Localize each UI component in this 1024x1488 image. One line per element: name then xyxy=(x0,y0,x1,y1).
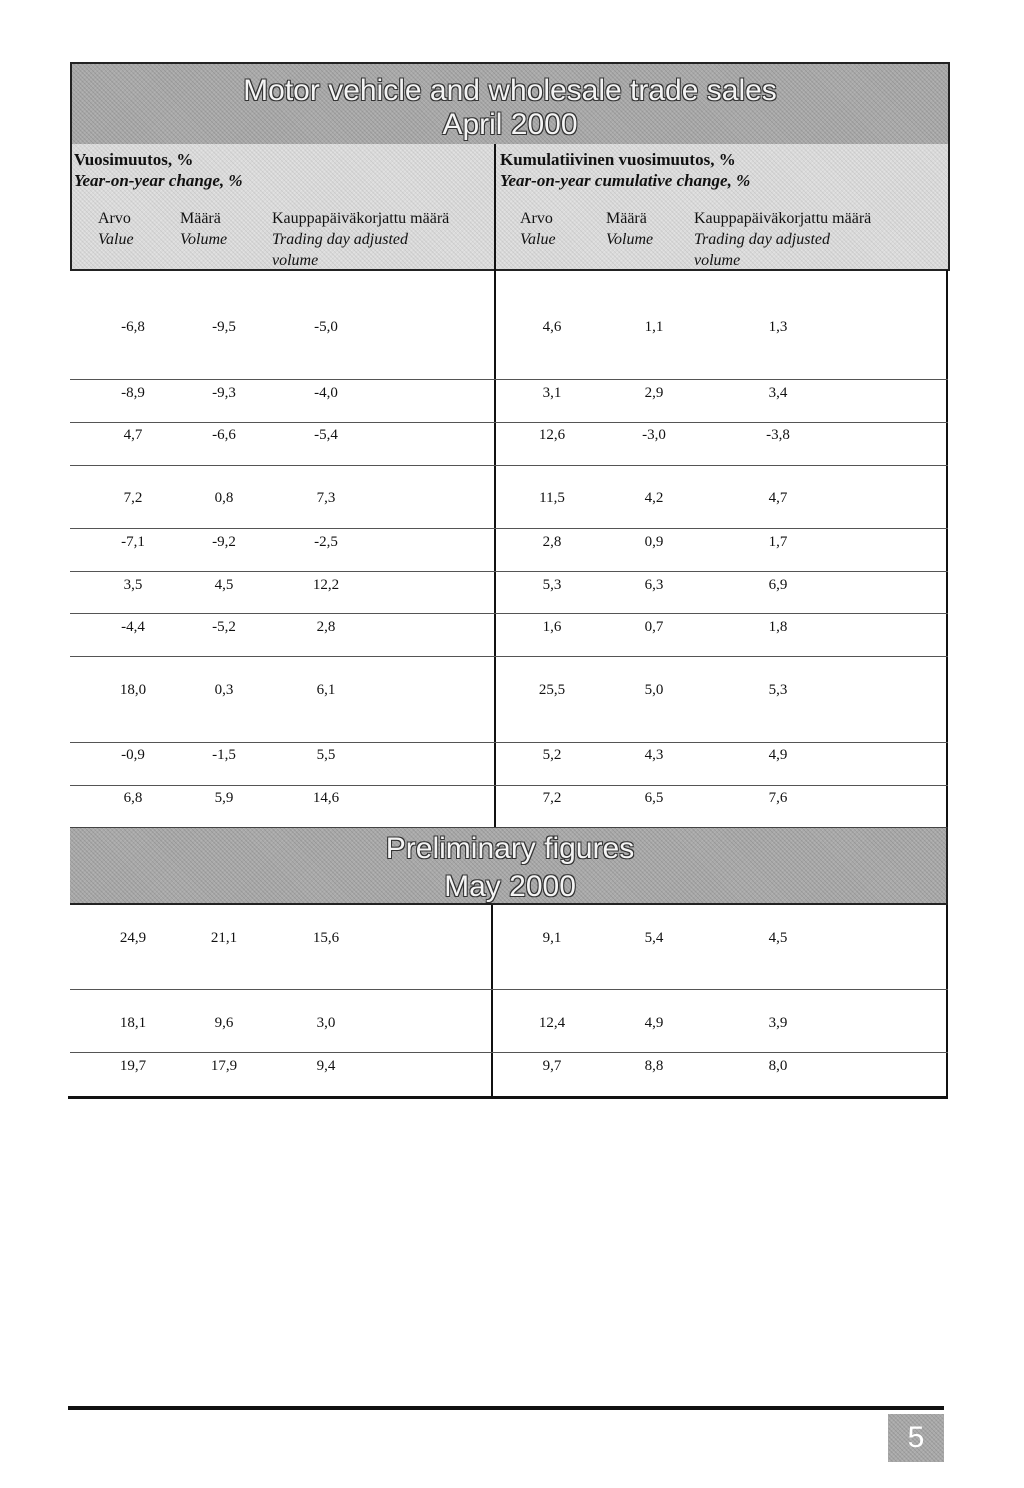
row-separator xyxy=(70,656,948,657)
table-cell: -9,3 xyxy=(212,385,236,401)
table-cell: 5,4 xyxy=(644,930,664,946)
row-separator xyxy=(70,528,948,529)
table-cell: 12,6 xyxy=(538,427,566,443)
table-cell: 6,9 xyxy=(768,577,788,593)
row-separator xyxy=(70,571,948,572)
table-cell: 4,7 xyxy=(123,427,143,443)
table-cell: 9,6 xyxy=(214,1015,234,1031)
right-border-may xyxy=(946,905,948,1097)
table-cell: 5,0 xyxy=(644,682,664,698)
table-cell: 18,1 xyxy=(119,1015,147,1031)
table-cell: 4,6 xyxy=(542,319,562,335)
table-cell: 8,8 xyxy=(644,1058,664,1074)
table-cell: 5,9 xyxy=(214,790,234,806)
title-line-2: April 2000 xyxy=(442,108,578,141)
table-cell: 8,0 xyxy=(768,1058,788,1074)
col-header-value-right xyxy=(520,208,556,250)
table-cell: 7,2 xyxy=(123,490,143,506)
table-cell: 3,1 xyxy=(542,385,562,401)
table-cell: 5,3 xyxy=(542,577,562,593)
table-cell: -4,0 xyxy=(314,385,338,401)
table-cell: -1,5 xyxy=(212,747,236,763)
preliminary-line-1: Preliminary figures xyxy=(385,832,635,865)
table-cell: 0,9 xyxy=(644,534,664,550)
table-cell: 7,2 xyxy=(542,790,562,806)
right-header-en: Year-on-year cumulative change, % xyxy=(500,171,751,190)
table-cell: 24,9 xyxy=(119,930,147,946)
table-cell: -6,8 xyxy=(121,319,145,335)
table-cell: 17,9 xyxy=(210,1058,238,1074)
col-volume-fi: Määrä xyxy=(180,210,221,227)
right-section-header xyxy=(500,149,750,191)
table-cell: 19,7 xyxy=(119,1058,147,1074)
col-volume-en: Volume xyxy=(606,231,654,248)
title-line-1: Motor vehicle and wholesale trade sales xyxy=(243,74,777,107)
row-separator xyxy=(70,379,948,380)
col-header-volume-left xyxy=(180,208,227,250)
table-cell: -0,9 xyxy=(121,747,145,763)
table-cell: 25,5 xyxy=(538,682,566,698)
col-adj-en: Trading day adjusted xyxy=(272,231,409,248)
col-adj-en2: volume xyxy=(272,252,319,269)
table-cell: 4,7 xyxy=(768,490,788,506)
table-cell: 1,7 xyxy=(768,534,788,550)
row-separator xyxy=(70,785,948,786)
table-cell: 12,4 xyxy=(538,1015,566,1031)
table-cell: 6,1 xyxy=(316,682,336,698)
table-cell: 4,5 xyxy=(768,930,788,946)
col-adj-fi: Kauppapäiväkorjattu määrä xyxy=(272,210,450,227)
table-cell: 3,9 xyxy=(768,1015,788,1031)
table-bottom-rule xyxy=(68,1096,948,1099)
table-cell: -5,0 xyxy=(314,319,338,335)
center-divider-april xyxy=(494,270,496,827)
table-cell: 3,0 xyxy=(316,1015,336,1031)
col-header-volume-right xyxy=(606,208,653,250)
table-cell: 4,5 xyxy=(214,577,234,593)
table-cell: 6,8 xyxy=(123,790,143,806)
col-value-en: Value xyxy=(98,231,134,248)
table-cell: 1,3 xyxy=(768,319,788,335)
table-cell: 7,6 xyxy=(768,790,788,806)
col-value-fi: Arvo xyxy=(520,210,553,227)
table-cell: 9,7 xyxy=(542,1058,562,1074)
right-header-fi: Kumulatiivinen vuosimuutos, % xyxy=(500,150,736,169)
table-cell: 9,1 xyxy=(542,930,562,946)
table-cell: -7,1 xyxy=(121,534,145,550)
table-cell: -2,5 xyxy=(314,534,338,550)
table-cell: 2,8 xyxy=(542,534,562,550)
col-header-value-left xyxy=(98,208,134,250)
center-divider-may xyxy=(491,905,493,1097)
col-adj-en2: volume xyxy=(694,252,741,269)
table-cell: 5,3 xyxy=(768,682,788,698)
col-volume-en: Volume xyxy=(180,231,228,248)
table-cell: 14,6 xyxy=(312,790,340,806)
col-value-en: Value xyxy=(520,231,556,248)
table-cell: -5,4 xyxy=(314,427,338,443)
preliminary-line-2: May 2000 xyxy=(444,870,576,903)
table-cell: 9,4 xyxy=(316,1058,336,1074)
col-value-fi: Arvo xyxy=(98,210,131,227)
col-adj-fi: Kauppapäiväkorjattu määrä xyxy=(694,210,872,227)
table-cell: 3,5 xyxy=(123,577,143,593)
header-divider-line xyxy=(70,269,950,271)
table-cell: -5,2 xyxy=(212,619,236,635)
table-cell: 5,5 xyxy=(316,747,336,763)
col-volume-fi: Määrä xyxy=(606,210,647,227)
center-divider-header xyxy=(494,144,496,270)
left-section-header xyxy=(74,149,243,191)
table-cell: 0,8 xyxy=(214,490,234,506)
left-header-fi: Vuosimuutos, % xyxy=(74,150,194,169)
table-cell: 4,9 xyxy=(768,747,788,763)
table-cell: 2,8 xyxy=(316,619,336,635)
table-cell: 5,2 xyxy=(542,747,562,763)
table-cell: 0,7 xyxy=(644,619,664,635)
row-separator xyxy=(70,742,948,743)
table-cell: 1,1 xyxy=(644,319,664,335)
table-cell: 2,9 xyxy=(644,385,664,401)
table-cell: 4,9 xyxy=(644,1015,664,1031)
row-separator xyxy=(70,613,948,614)
table-cell: -9,2 xyxy=(212,534,236,550)
col-header-adjusted-right xyxy=(694,208,871,271)
table-cell: -8,9 xyxy=(121,385,145,401)
row-separator xyxy=(70,1052,948,1053)
footer-rule xyxy=(68,1406,944,1410)
table-cell: 6,3 xyxy=(644,577,664,593)
table-cell: -3,0 xyxy=(642,427,666,443)
table-cell: -6,6 xyxy=(212,427,236,443)
table-cell: 12,2 xyxy=(312,577,340,593)
table-cell: 21,1 xyxy=(210,930,238,946)
table-cell: 4,2 xyxy=(644,490,664,506)
table-cell: 3,4 xyxy=(768,385,788,401)
table-cell: 11,5 xyxy=(539,490,565,506)
table-cell: 4,3 xyxy=(644,747,664,763)
left-header-en: Year-on-year change, % xyxy=(74,171,243,190)
right-border-april xyxy=(946,270,948,827)
table-cell: 1,8 xyxy=(768,619,788,635)
row-separator xyxy=(70,989,948,990)
row-separator xyxy=(70,422,948,423)
col-adj-en: Trading day adjusted xyxy=(694,231,831,248)
table-cell: -4,4 xyxy=(121,619,145,635)
col-header-adjusted-left xyxy=(272,208,449,271)
table-cell: 15,6 xyxy=(312,930,340,946)
page-number: 5 xyxy=(907,1421,925,1454)
table-cell: 1,6 xyxy=(542,619,562,635)
row-separator xyxy=(70,465,948,466)
table-cell: 6,5 xyxy=(644,790,664,806)
table-cell: 0,3 xyxy=(214,682,234,698)
table-cell: 7,3 xyxy=(316,490,336,506)
table-cell: -3,8 xyxy=(766,427,790,443)
table-cell: -9,5 xyxy=(212,319,236,335)
table-cell: 18,0 xyxy=(119,682,147,698)
